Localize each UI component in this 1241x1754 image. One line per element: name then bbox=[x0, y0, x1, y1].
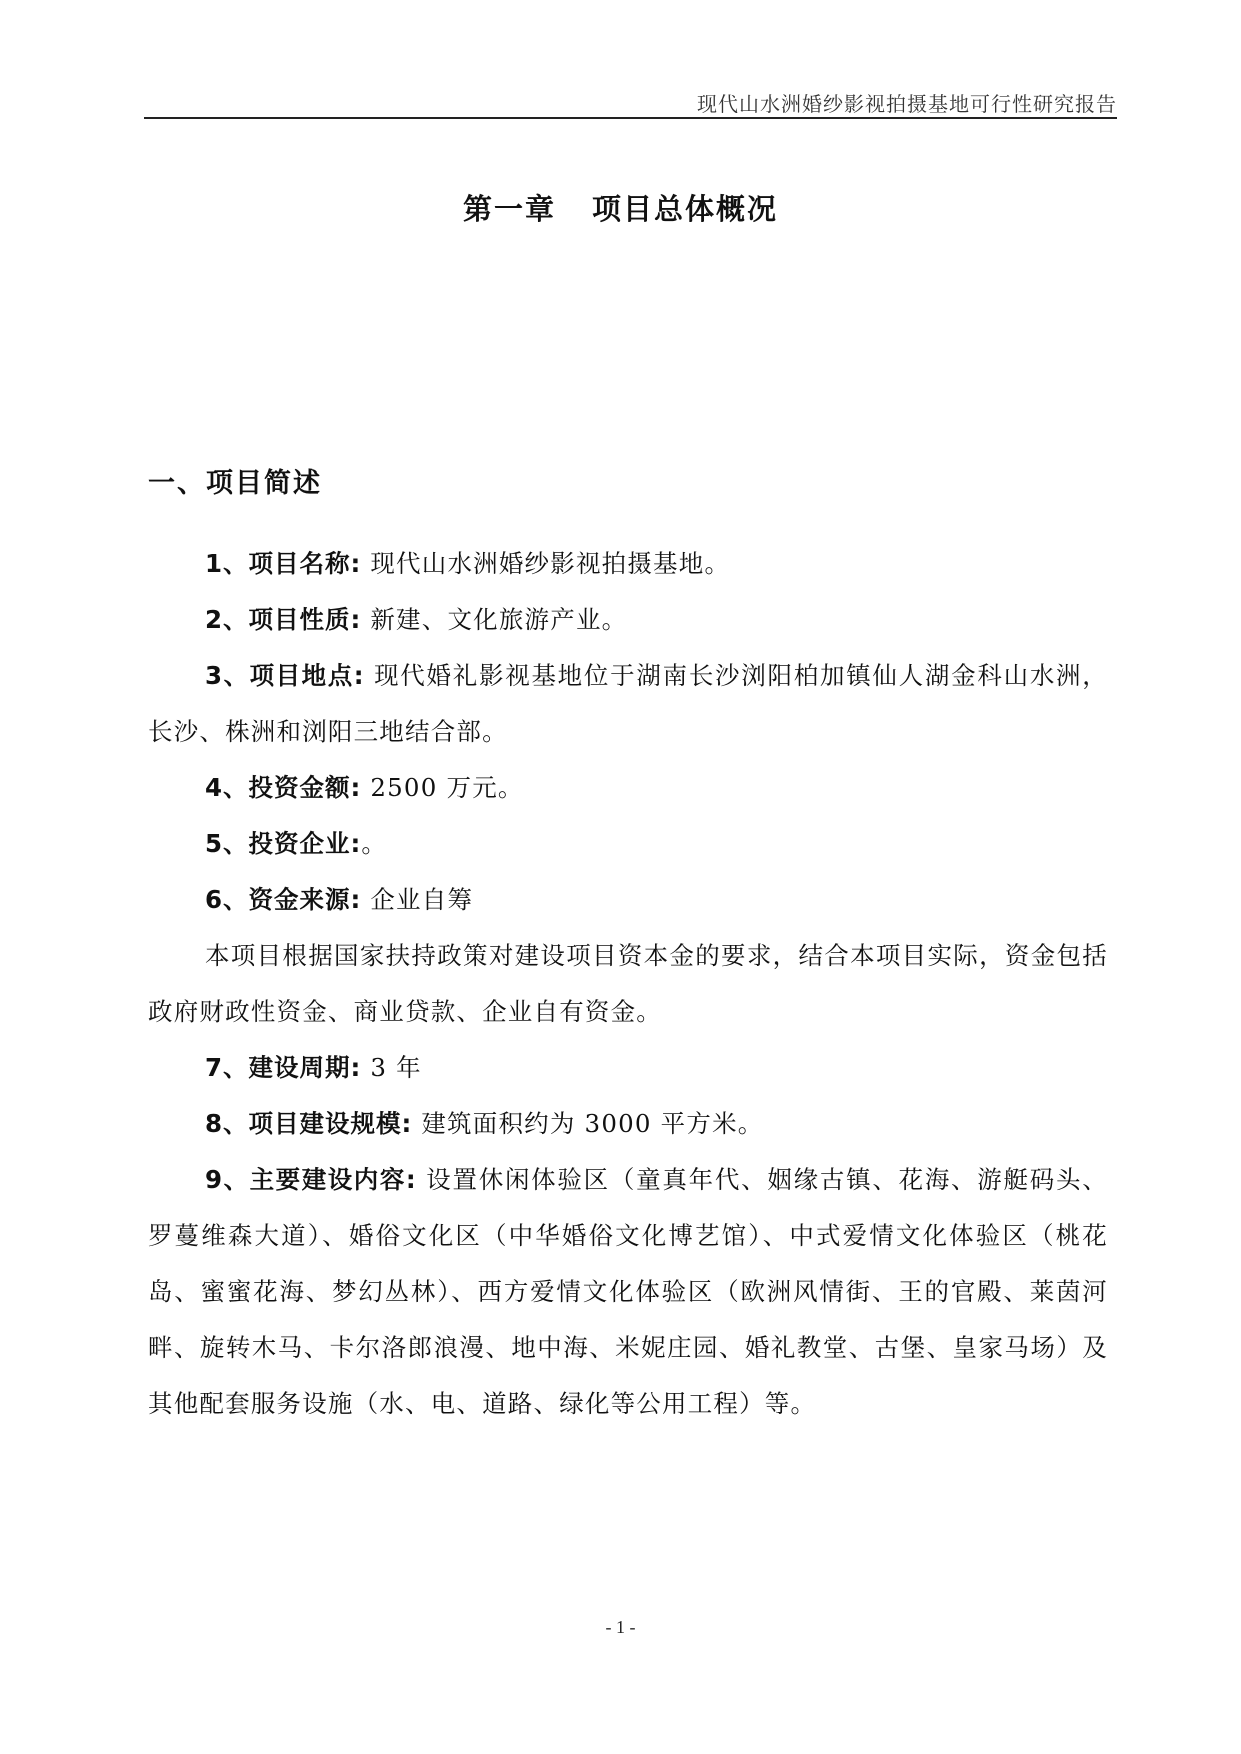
item-construction-period bbox=[148, 1040, 1108, 1096]
item-value: 新建、文化旅游产业。 bbox=[370, 605, 628, 634]
item-investing-company bbox=[148, 816, 1108, 872]
item-label: 3、项目地点: bbox=[205, 661, 365, 690]
item-investment-amount bbox=[148, 760, 1108, 816]
item-construction-scale bbox=[148, 1096, 1108, 1152]
item-project-nature bbox=[148, 592, 1108, 648]
item-value: 。 bbox=[361, 829, 388, 858]
page-number: - 1 - bbox=[605, 1617, 636, 1637]
item-label: 6、资金来源: bbox=[205, 885, 362, 914]
item-value: 2500 万元。 bbox=[370, 773, 524, 802]
item-label: 7、建设周期: bbox=[205, 1053, 362, 1082]
item-project-name bbox=[148, 536, 1108, 592]
item-value: 企业自筹 bbox=[370, 885, 474, 914]
item-value: 现代山水洲婚纱影视拍摄基地。 bbox=[370, 549, 731, 578]
item-value: 设置休闲体验区（童真年代、姻缘古镇、花海、游艇码头、罗蔓维森大道）、婚俗文化区（中华婚俗文化博艺馆）、中式爱情文化体验区（桃花岛、蜜蜜花海、梦幻丛林）、西方爱情文化体验区（欧洲风情街、王的官殿、莱茵河畔、旋转木马、卡尔洛郎浪漫、地中海、米妮庄园、婚礼教堂、古堡、皇家马场）及其他配套服务设施（水、电、道路、绿化等公用工程）等。 bbox=[148, 1165, 1108, 1418]
funding-note-paragraph: 本项目根据国家扶持政策对建设项目资本金的要求，结合本项目实际，资金包括政府财政性资金、商业贷款、企业自有资金。 bbox=[148, 941, 1108, 1026]
running-header-title: 现代山水洲婚纱影视拍摄基地可行性研究报告 bbox=[697, 92, 1117, 116]
item-value: 建筑面积约为 3000 平方米。 bbox=[421, 1109, 764, 1138]
item-label: 4、投资金额: bbox=[205, 773, 362, 802]
document-body bbox=[148, 536, 1108, 1432]
section-heading: 一、项目简述 bbox=[148, 468, 322, 499]
chapter-title bbox=[0, 187, 1241, 228]
item-label: 2、项目性质: bbox=[205, 605, 362, 634]
item-funding-source bbox=[148, 872, 1108, 928]
item-value: 3 年 bbox=[370, 1053, 422, 1082]
item-label: 9、主要建设内容: bbox=[205, 1165, 417, 1194]
item-label: 5、投资企业: bbox=[205, 829, 362, 858]
item-label: 1、项目名称: bbox=[205, 549, 362, 578]
item-main-construction-content bbox=[148, 1152, 1108, 1432]
chapter-name: 项目总体概况 bbox=[592, 192, 779, 226]
item-value: 现代婚礼影视基地位于湖南长沙浏阳柏加镇仙人湖金科山水洲，长沙、株洲和浏阳三地结合部。 bbox=[148, 661, 1108, 746]
header-divider bbox=[144, 117, 1117, 119]
item-label: 8、项目建设规模: bbox=[205, 1109, 413, 1138]
chapter-number: 第一章 bbox=[462, 192, 556, 226]
item-project-location bbox=[148, 648, 1108, 760]
